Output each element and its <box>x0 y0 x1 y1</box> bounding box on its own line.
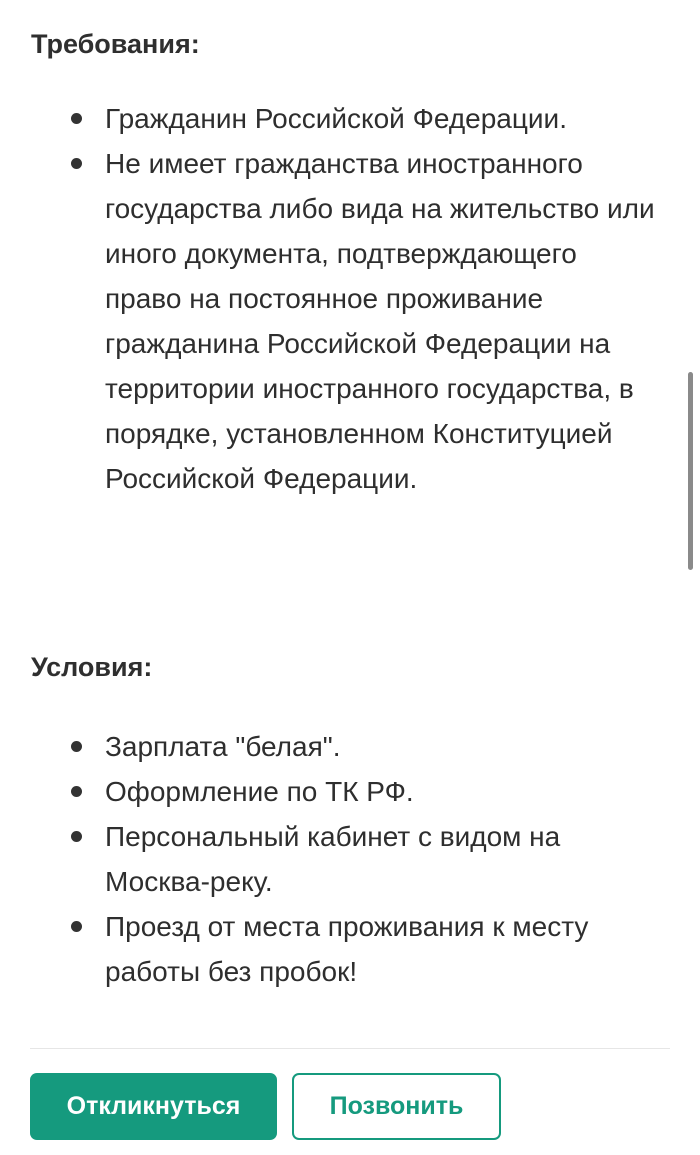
bullet-dot-icon <box>71 831 82 842</box>
action-footer <box>0 1049 700 1155</box>
conditions-title: Условия: <box>31 652 153 682</box>
bullet-dot-icon <box>71 741 82 752</box>
list-item-text: Зарплата "белая". <box>105 731 341 762</box>
requirements-list <box>0 96 700 501</box>
list-item <box>0 724 700 769</box>
list-item <box>0 141 700 501</box>
list-item-text: Проезд от места проживания к месту работы без пробок! <box>105 911 589 987</box>
list-item-text: Гражданин Российской Федерации. <box>105 103 567 134</box>
bullet-dot-icon <box>71 786 82 797</box>
list-item-text: Не имеет гражданства иностранного государства либо вида на жительство или иного документа, подтверждающего право на постоянное проживание гражданина Российской Федерации на территории иностранного государства, в порядке, установленном Конституцией Российской Федерации. <box>105 148 655 494</box>
call-button[interactable]: Позвонить <box>292 1073 501 1140</box>
bullet-dot-icon <box>71 113 82 124</box>
bullet-dot-icon <box>71 158 82 169</box>
scrollbar-thumb[interactable] <box>688 372 693 570</box>
list-item-text: Персональный кабинет с видом на Москва-реку. <box>105 821 561 897</box>
list-item <box>0 769 700 814</box>
respond-button[interactable]: Откликнуться <box>30 1073 277 1140</box>
requirements-title: Требования: <box>31 29 200 59</box>
list-item-text: Оформление по ТК РФ. <box>105 776 414 807</box>
list-item <box>0 904 700 994</box>
list-item <box>0 814 700 904</box>
list-item <box>0 96 700 141</box>
bullet-dot-icon <box>71 921 82 932</box>
conditions-list <box>0 724 700 994</box>
